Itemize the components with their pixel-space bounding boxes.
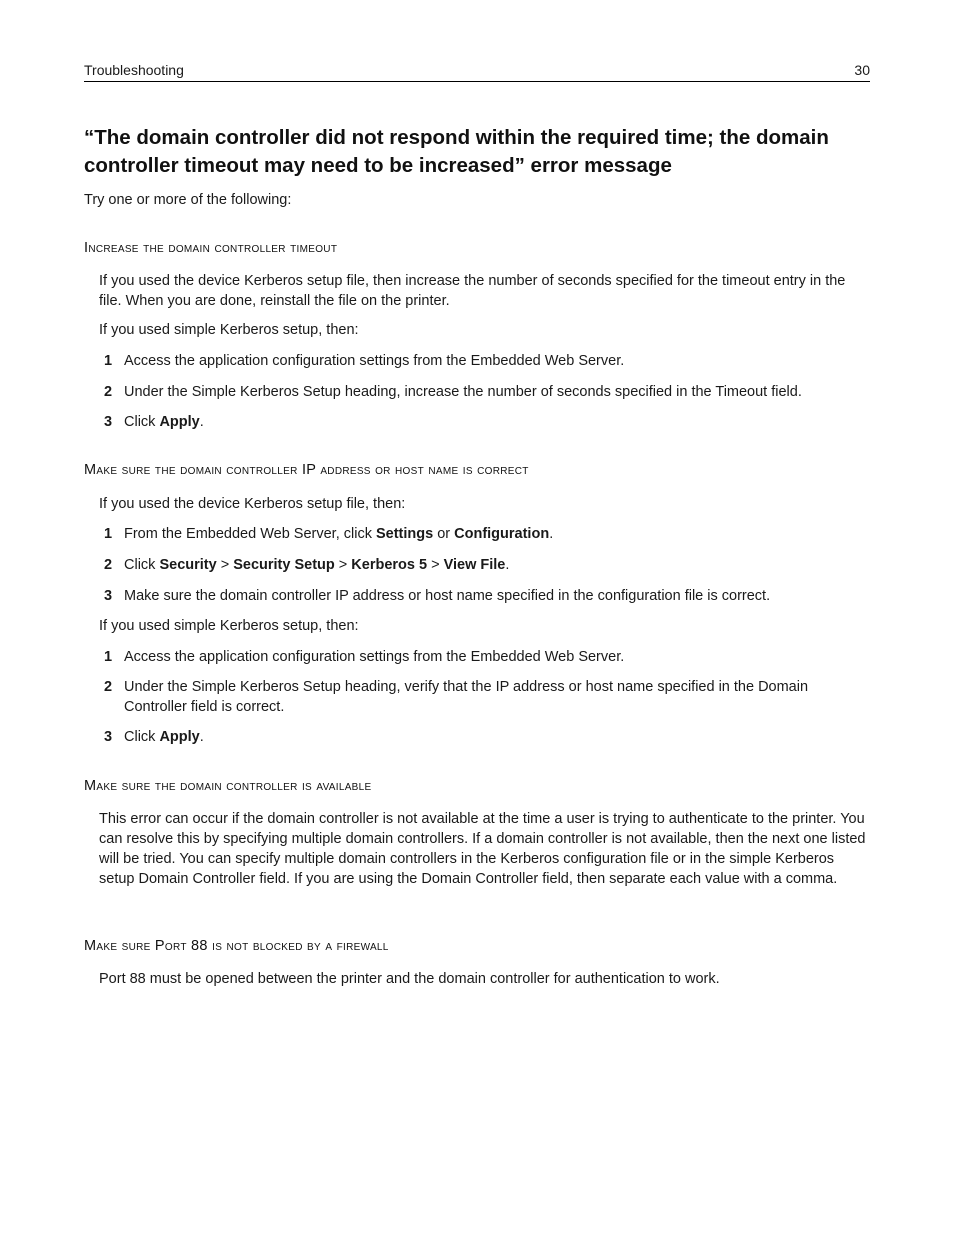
section-heading-controller-available: Make sure the domain controller is available — [84, 778, 372, 794]
paragraph: Port 88 must be opened between the printer and the domain controller for authentication to work. — [99, 971, 720, 987]
step-number: 3 — [104, 414, 113, 430]
view-file-label: View File — [443, 557, 506, 573]
step-text-part: . — [199, 414, 204, 430]
paragraph: If you used simple Kerberos setup, then: — [99, 618, 359, 634]
list-item — [104, 677, 870, 717]
path-separator: > — [427, 557, 444, 573]
step-text-part: or — [433, 526, 455, 542]
step-number: 3 — [104, 588, 113, 604]
configuration-label: Configuration — [454, 526, 550, 542]
kerberos-5-label: Kerberos 5 — [351, 557, 428, 573]
step-text: Access the application configuration settings from the Embedded Web Server. — [124, 649, 625, 665]
intro-text: Try one or more of the following: — [84, 192, 292, 208]
apply-label: Apply — [159, 414, 200, 430]
step-text — [124, 555, 870, 575]
step-number: 1 — [104, 649, 113, 665]
apply-label: Apply — [159, 729, 200, 745]
step-number: 2 — [104, 557, 113, 573]
list-item — [104, 524, 870, 544]
step-text-part: Click — [124, 414, 160, 430]
step-text: Make sure the domain controller IP address or host name specified in the configuration file is correct. — [124, 588, 771, 604]
list-item — [104, 382, 870, 402]
step-number: 2 — [104, 679, 113, 695]
paragraph: This error can occur if the domain controller is not available at the time a user is trying to authenticate to the printer. You can resolve this by specifying multiple domain controllers. If a domain controller is not available, then the next one listed will be tried. You can specify multiple domain controllers in the Kerberos configuration file or in the simple Kerberos setup Domain Controller field. If you are using the Domain Controller field, then separate each value with a comma. — [99, 811, 866, 887]
list-item — [104, 586, 870, 606]
step-text-part: From the Embedded Web Server, click — [124, 526, 376, 542]
section-heading-increase-timeout: Increase the domain controller timeout — [84, 240, 338, 256]
path-separator: > — [334, 557, 352, 573]
step-text-part: Click — [124, 729, 160, 745]
paragraph: If you used the device Kerberos setup file, then: — [99, 496, 406, 512]
section-heading-port-88: Make sure Port 88 is not blocked by a firewall — [84, 938, 389, 954]
step-text: Under the Simple Kerberos Setup heading, verify that the IP address or host name specified in the Domain Controller field is correct. — [124, 679, 809, 715]
step-number: 1 — [104, 353, 113, 369]
page-header — [84, 60, 870, 82]
step-text-part: Click — [124, 557, 160, 573]
settings-label: Settings — [375, 526, 434, 542]
step-text: Under the Simple Kerberos Setup heading, increase the number of seconds specified in the Timeout field. — [124, 384, 802, 400]
step-text — [124, 412, 870, 432]
step-text — [124, 727, 870, 747]
step-number: 1 — [104, 526, 113, 542]
step-text-part: . — [505, 557, 510, 573]
paragraph: If you used simple Kerberos setup, then: — [99, 322, 359, 338]
list-item — [104, 727, 870, 747]
step-text-part: . — [199, 729, 204, 745]
path-separator: > — [216, 557, 234, 573]
section-heading-check-ip: Make sure the domain controller IP address or host name is correct — [84, 462, 529, 478]
list-item — [104, 555, 870, 575]
step-text — [124, 524, 870, 544]
page-title: “The domain controller did not respond within the required time; the domain controller timeout may need to be increased” error message — [84, 126, 829, 177]
page-number: 30 — [854, 62, 870, 78]
security-label: Security — [159, 557, 217, 573]
step-text-part: . — [549, 526, 554, 542]
paragraph: If you used the device Kerberos setup file, then increase the number of seconds specified for the timeout entry in the file. When you are done, reinstall the file on the printer. — [99, 273, 846, 309]
list-item — [104, 647, 870, 667]
header-section-title: Troubleshooting — [84, 62, 184, 78]
step-number: 2 — [104, 384, 113, 400]
list-item — [104, 412, 870, 432]
step-number: 3 — [104, 729, 113, 745]
security-setup-label: Security Setup — [233, 557, 335, 573]
step-text: Access the application configuration settings from the Embedded Web Server. — [124, 353, 625, 369]
list-item — [104, 351, 870, 371]
